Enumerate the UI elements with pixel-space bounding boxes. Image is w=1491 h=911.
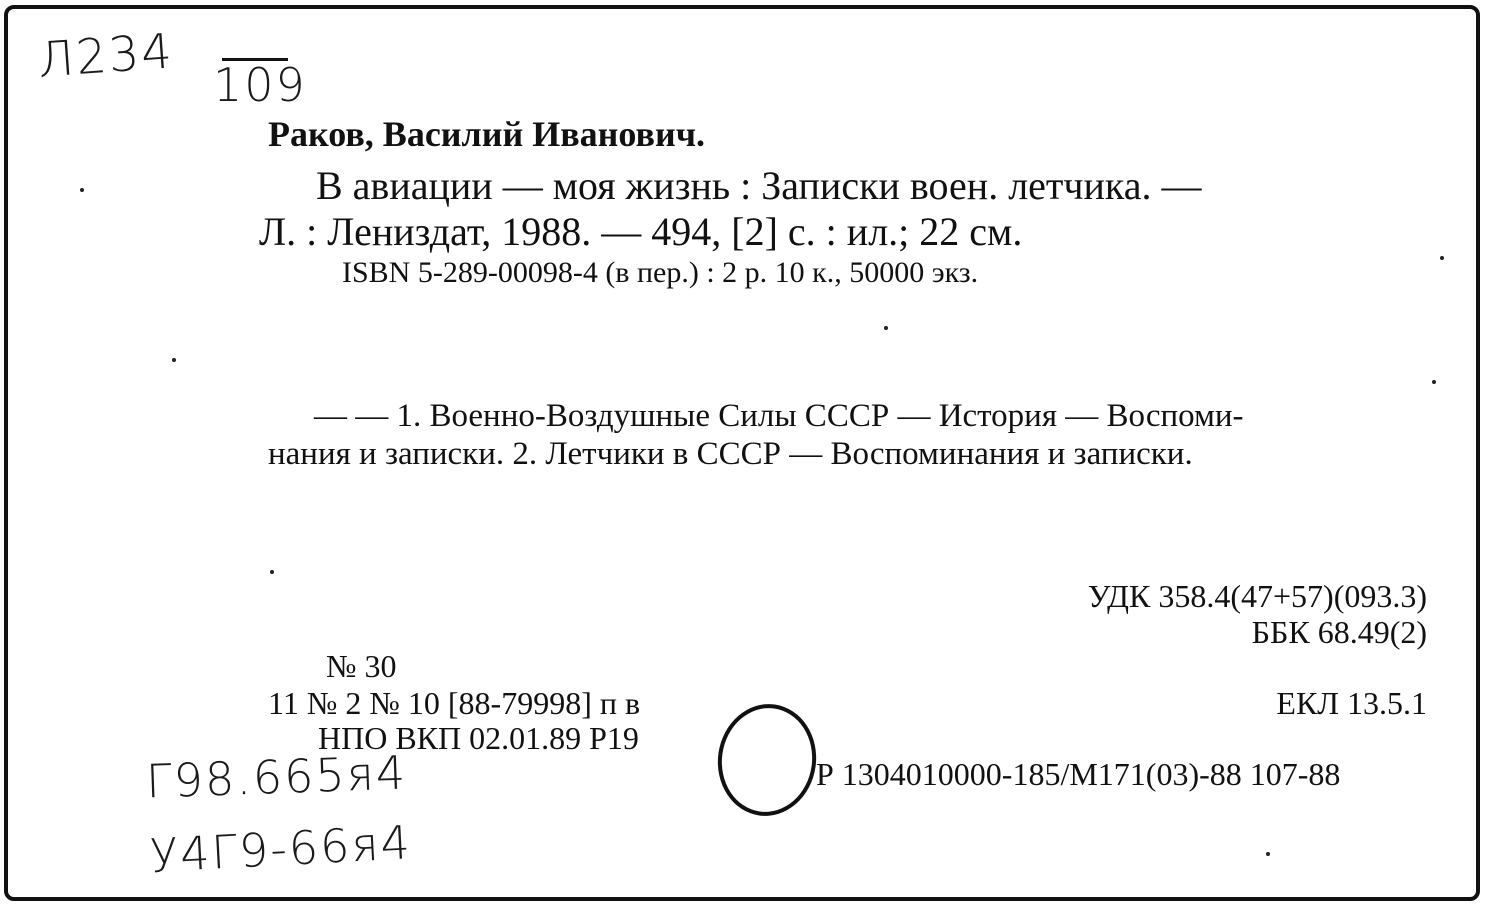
subjects-line-1: — — 1. Военно-Воздушные Силы СССР — История — Воспоми- [314,398,1244,434]
speck [172,358,176,362]
udk-code: УДК 358.4(47+57)(093.3) [1087,578,1427,614]
title-line-1: В авиации — моя жизнь : Записки воен. летчика. — [316,163,1202,208]
print-number: № 30 [326,648,397,684]
npo-line: НПО ВКП 02.01.89 Р19 [318,720,639,756]
speck [270,570,274,574]
r-code: Р 1304010000-185/М171(03)-88 107-88 [816,756,1341,792]
speck [80,188,84,192]
speck [1432,380,1436,384]
subjects-line-2: нания и записки. 2. Летчики в СССР — Воспоминания и записки. [268,436,1193,472]
shelf-code-2: У4Г9-66я4 [148,815,414,883]
call-number: Л234 [36,23,176,89]
speck [1440,256,1444,260]
print-line-11: 11 № 2 № 10 [88-79998] п в [268,685,641,721]
isbn-line: ISBN 5-289-00098-4 (в пер.) : 2 р. 10 к., 50000 экз. [342,256,979,289]
speck [884,326,888,330]
bbk-code: ББК 68.49(2) [1251,614,1427,650]
title-line-2: Л. : Лениздат, 1988. — 494, [2] с. : ил.; 22 см. [259,209,1023,254]
call-number-suffix: 109 [213,58,307,112]
speck [1266,852,1270,856]
author-heading: Раков, Василий Иванович. [268,114,705,154]
shelf-code-1: Г98.665я4 [145,745,408,809]
ekl-code: ЕКЛ 13.5.1 [1276,685,1427,721]
